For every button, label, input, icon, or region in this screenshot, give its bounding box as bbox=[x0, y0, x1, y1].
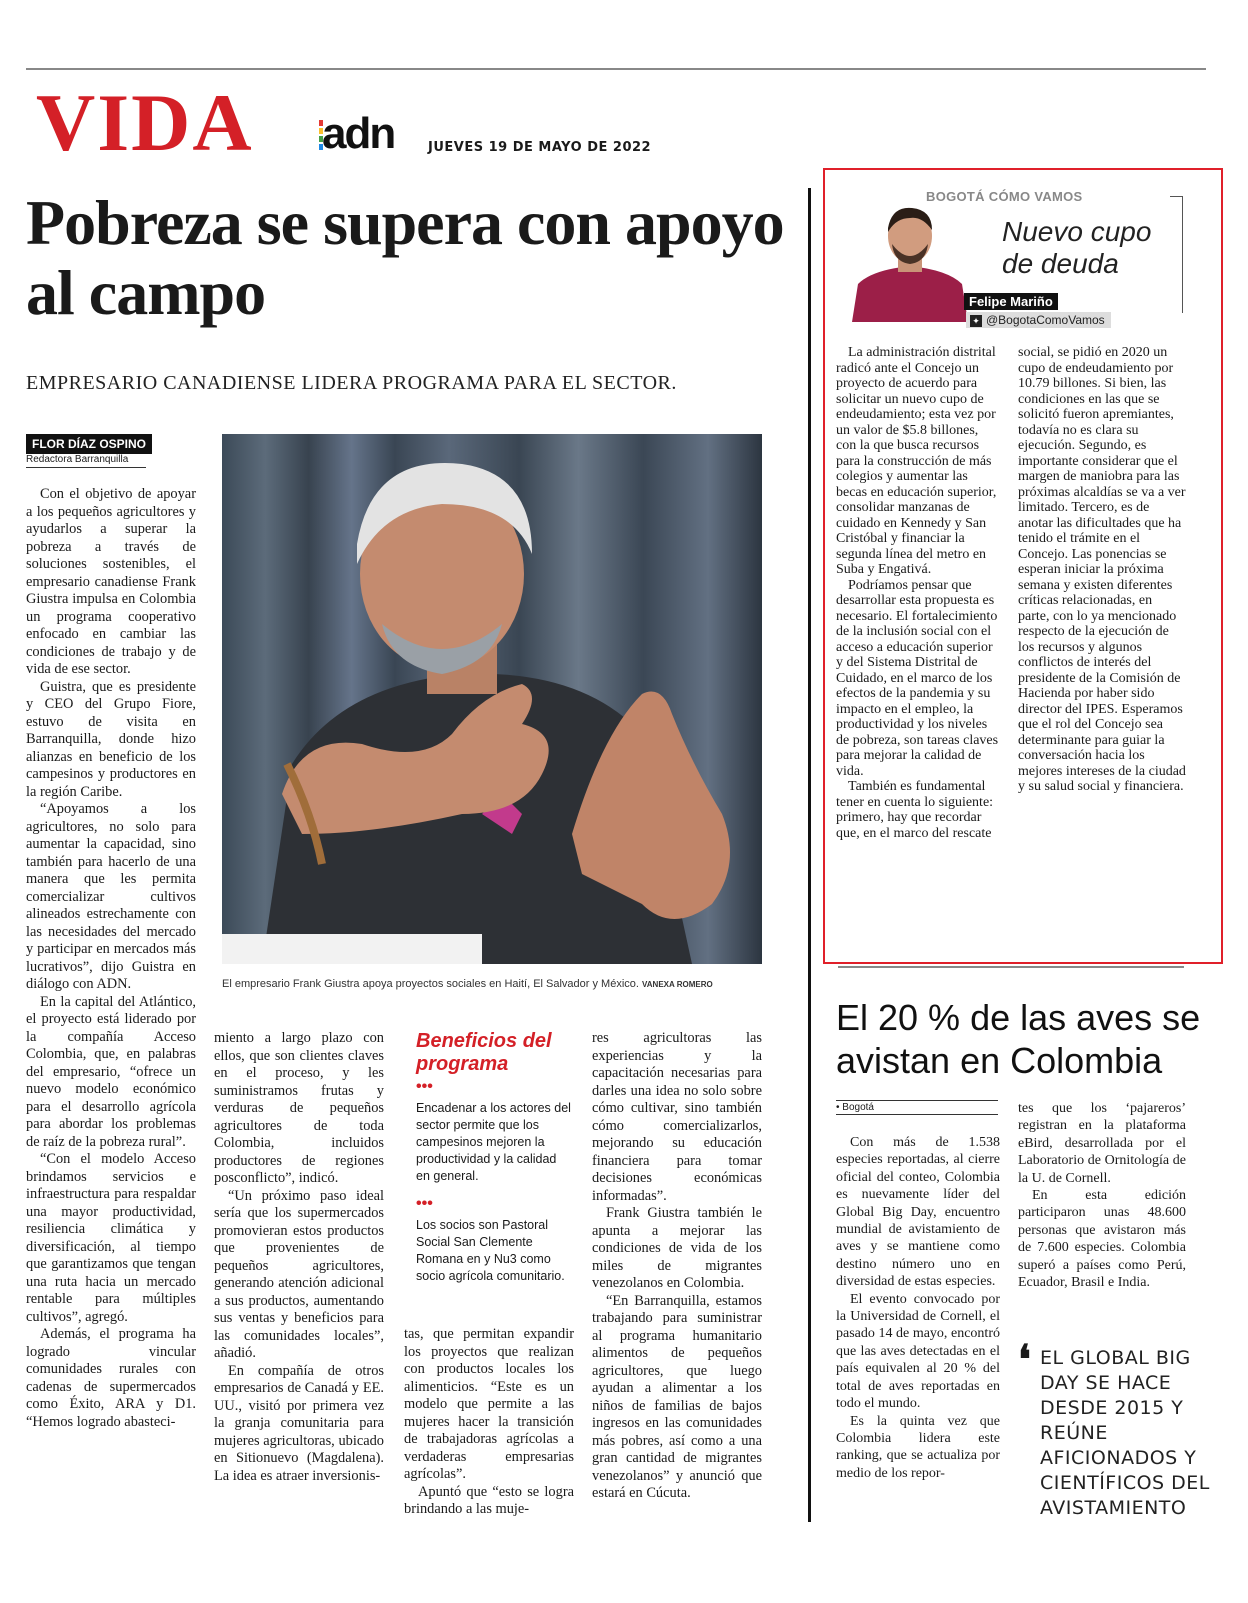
paragraph: tes que los ‘pajareros’ registran en la plataforma eBird, desarrollada por el Laboratorio de Ornitología de la U. de Cornell. bbox=[1018, 1101, 1186, 1186]
main-photo bbox=[222, 434, 762, 964]
birds-byline: • Bogotá bbox=[836, 1100, 998, 1115]
opinion-kicker: BOGOTÁ CÓMO VAMOS bbox=[926, 189, 1083, 204]
opinion-column-2 bbox=[1018, 345, 1186, 795]
paragraph: miento a largo plazo con ellos, que son clientes claves en el proceso, y les suministramos frutas y verduras de pequeños agricultores de toda Colombia, incluidos productores de regiones posconflicto”, indicó. bbox=[214, 1030, 384, 1186]
paragraph: En compañía de otros empresarios de Canadá y EE. UU., visitó por primera vez la granja comunitaria para mujeres agricultoras, ubicado en Sitionuevo (Magdalena). La idea es atraer inversionis- bbox=[214, 1362, 384, 1484]
paragraph: Con más de 1.538 especies reportadas, al cierre oficial del conteo, Colombia es nuevamente líder del Global Big Day, encuentro mundial de avistamiento de aves y se mantiene como destino número uno en diversidad de estas especies. bbox=[836, 1135, 1000, 1290]
author-role: Redactora Barranquilla bbox=[26, 454, 146, 468]
main-headline: Pobreza se supera con apoyo al campo bbox=[26, 187, 784, 328]
paragraph: El evento convocado por la Universidad de Cornell, el pasado 14 de mayo, encontró que las aves detectadas en el país equivalen al 20 % del total de aves reportadas en todo el mundo. bbox=[836, 1291, 1000, 1412]
paragraph: Además, el programa ha logrado vincular comunidades rurales con cadenas de supermercados como Éxito, ARA y D1. “Hemos logrado abasteci- bbox=[26, 1326, 196, 1430]
paragraph: En la capital del Atlántico, el proyecto está liderado por la compañía Acceso Colombia, que, en palabras del empresario, “ofrece un nuevo modelo económico para el desarrollo agrícola para abordar los problemas de raíz de la pobreza rural”. bbox=[26, 993, 196, 1150]
birds-column-1 bbox=[836, 1134, 1000, 1482]
author-portrait bbox=[852, 204, 968, 322]
main-dek: EMPRESARIO CANADIENSE LIDERA PROGRAMA PARA EL SECTOR. bbox=[26, 372, 677, 394]
column-divider bbox=[808, 188, 811, 1522]
sidebar-box-item: Los socios son Pastoral Social San Clemente Romana en y Nu3 como socio agrícola comunitario. bbox=[416, 1218, 565, 1283]
paragraph: “En Barranquilla, estamos trabajando para suministrar al programa humanitario alimentos de pequeños agricultores, que luego ayudan a alimentar a los niños de familias de bajos ingresos en las comunidades más pobres, así como a una gran cantidad de migrantes venezolanos” y anunció que estará en Cúcuta. bbox=[592, 1292, 762, 1501]
brand-logo: adn bbox=[322, 109, 395, 158]
paragraph: social, se pidió en 2020 un cupo de endeudamiento por 10.79 billones. Si bien, las condiciones en las que se solicitó fueron apremiantes, todavía no es clara su ejecución. Segundo, es importante considerar que el margen de maniobra para las próximas alcaldías se va a ver limitado. Tercero, es de anotar las dificultades que ha tenido el trámite en el Concejo. Las ponencias se esperan iniciar la próxima semana y existen diferentes críticas relacionadas, en parte, con lo ya mencionado respecto de la ejecución de los recursos y algunos conflictos de interés del presidente de la Comisión de Hacienda por haber sido director del IPES. Esperamos que el rol del Concejo sea determinante para guiar la conversación hacia los mejores intereses de la ciudad y su salud social y financiera. bbox=[1018, 345, 1186, 794]
paragraph: Es la quinta vez que Colombia lidera este ranking, que se actualiza por medio de los repor- bbox=[836, 1413, 1000, 1481]
quote-icon: ❛ bbox=[1018, 1337, 1031, 1382]
author-name: FLOR DÍAZ OSPINO bbox=[26, 434, 152, 454]
paragraph: “Apoyamos a los agricultores, no solo para aumentar la capacidad, sino también para hacerlo de una manera que les permita comercializar cultivos alineados estrechamente con las necesidades del mercado y participar en mercados más lucrativos”, dijo Guistra en diálogo con ADN. bbox=[26, 801, 196, 992]
opinion-column-1 bbox=[836, 345, 1002, 841]
paragraph: Con el objetivo de apoyar a los pequeños agricultores y ayudarlos a superar la pobreza a través de soluciones sostenibles, el empresario canadiense Frank Giustra impulsa en Colombia un programa cooperativo enfocado en cambiar las condiciones de trabajo y de vida de ese sector. bbox=[26, 486, 196, 677]
photo-caption bbox=[222, 978, 782, 990]
paragraph: También es fundamental tener en cuenta lo siguiente: primero, hay que recordar que, en el marco del rescate bbox=[836, 779, 994, 841]
twitter-icon: ✦ bbox=[970, 315, 982, 327]
sidebar-box-item: Encadenar a los actores del sector permite que los campesinos mejoren la productividad y la calidad en general. bbox=[416, 1101, 571, 1183]
pull-quote: EL GLOBAL BIG DAY SE HACE DESDE 2015 Y REÚNE AFICIONADOS Y CIENTÍFICOS DEL AVISTAMIENTO bbox=[1040, 1347, 1210, 1519]
paragraph: En esta edición participaron unas 48.600 personas que avistaron más de 7.600 especies. Colombia superó a países como Perú, Ecuador, Brasil e India. bbox=[1018, 1188, 1186, 1291]
paragraph: “Un próximo paso ideal sería que los supermercados promovieran estos productos que provenientes de pequeños agricultores, generando atención adicional a sus productos, aumentando sus ventas y beneficios para las comunidades locales”, añadió. bbox=[214, 1187, 384, 1361]
main-column-2 bbox=[214, 1030, 384, 1485]
bullet-dots: ••• bbox=[416, 1078, 433, 1095]
sidebar-box bbox=[416, 1078, 572, 1285]
birds-headline: El 20 % de las aves se avistan en Colombia bbox=[836, 997, 1201, 1081]
paragraph: tas, que permitan expandir los proyectos que realizan con productos locales los alimenticios. “Este es un modelo que permite a las mujeres hacer la transición de trabajadoras agrícolas a verdaderas empresarias agrícolas”. bbox=[404, 1326, 574, 1482]
main-photo-image bbox=[222, 434, 762, 964]
birds-column-2 bbox=[1018, 1100, 1186, 1291]
sidebar-box-title: Beneficios del programa bbox=[416, 1030, 552, 1075]
caption-text: El empresario Frank Giustra apoya proyectos sociales en Haití, El Salvador y México. bbox=[222, 978, 639, 990]
opinion-title: Nuevo cupo de deuda bbox=[1002, 216, 1152, 279]
section-rule bbox=[838, 966, 1184, 968]
main-column-3 bbox=[404, 1326, 574, 1519]
paragraph: res agricultoras las experiencias y la capacitación necesarias para darles una idea no solo sobre cómo cultivar, sino también cómo comercializarlos, mejorando su educación financiera para tomar decisiones económicas informadas”. bbox=[592, 1030, 762, 1204]
paragraph: Apuntó que “esto se logra brindando a las muje- bbox=[404, 1483, 574, 1517]
section-title: VIDA bbox=[36, 77, 254, 168]
main-column-4 bbox=[592, 1030, 762, 1503]
dateline: JUEVES 19 DE MAYO DE 2022 bbox=[428, 140, 652, 155]
bullet-dots: ••• bbox=[416, 1195, 433, 1212]
photo-credit: VANEXA ROMERO bbox=[642, 980, 713, 989]
opinion-author: Felipe Mariño bbox=[964, 293, 1058, 310]
author-portrait-image bbox=[852, 204, 968, 322]
paragraph: “Con el modelo Acceso brindamos servicios e infraestructura para respaldar una mayor productividad, resiliencia climática y diversificación, al tiempo que garantizamos que tengan una ruta hacia un mercado rentable para múltiples cultivos”, agregó. bbox=[26, 1151, 196, 1325]
top-rule bbox=[26, 68, 1206, 70]
twitter-handle-text: @BogotaComoVamos bbox=[986, 313, 1105, 327]
paragraph: Podríamos pensar que desarrollar esta propuesta es necesario. El fortalecimiento de la inclusión social con el acceso a educación superior y del Sistema Distrital de Cuidado, en el marco de los efectos de la pandemia y su impacto en el empleo, la productividad y los niveles de pobreza, son tareas claves para mejorar la calidad de vida. bbox=[836, 577, 999, 779]
main-column-1 bbox=[26, 486, 196, 1431]
twitter-handle bbox=[966, 312, 1111, 328]
paragraph: Frank Giustra también le apunta a mejorar las condiciones de vida de los miles de migrantes venezolanos en Colombia. bbox=[592, 1205, 762, 1291]
paragraph: La administración distrital radicó ante el Concejo un proyecto de acuerdo para solicitar un nuevo cupo de endeudamiento; esta vez por un valor de $5.8 billones, con la que busca recursos para la construcción de más colegios y aumentar las becas en educación superior, consolidar manzanas de cuidado en Kennedy y San Cristóbal y financiar la segunda línea del metro en Suba y Engativá. bbox=[836, 345, 997, 577]
paragraph: Guistra, que es presidente y CEO del Grupo Fiore, estuvo de visita en Barranquilla, donde hizo alianzas en beneficio de los campesinos y productores en la región Caribe. bbox=[26, 678, 196, 800]
